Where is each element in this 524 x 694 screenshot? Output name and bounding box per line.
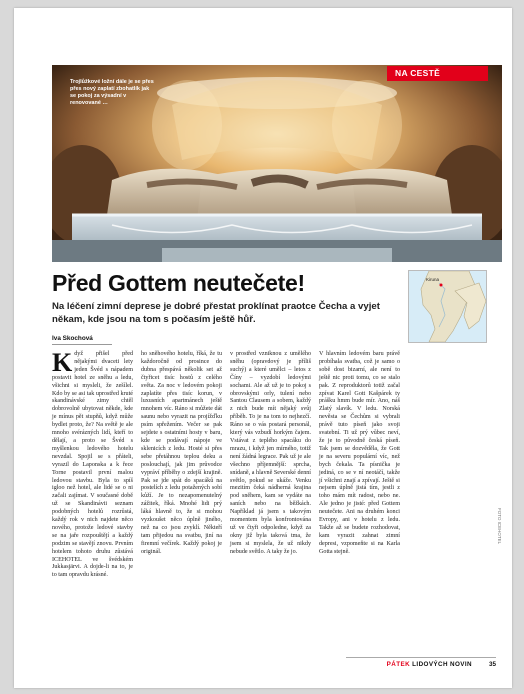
- text-column-3: [230, 351, 311, 557]
- text-column-1: [52, 348, 133, 580]
- publication-name-red: PÁTEK: [386, 661, 411, 668]
- photo-credit: FOTO ICEHOTEL: [497, 508, 502, 545]
- section-tag: NA CESTĚ: [387, 66, 488, 81]
- publication-name-rest: LIDOVÝCH NOVIN: [412, 661, 472, 668]
- article-headline: Před Gottem neutečete!: [52, 270, 305, 296]
- author-divider: [52, 344, 112, 345]
- publication-name: [387, 661, 472, 668]
- photo-caption: Trojlůžkové ložní dále je se přes přes nový zaplatí zbohatlík jak se pokoj za výsadní v renovované …: [70, 79, 154, 106]
- map-graphic: [409, 271, 486, 342]
- column-text: V hlavním ledovém baru právě probíhala svatba, což je samo o sobě dost bizarní, ale není to ještě nic proti tomu, co se stalo pak. Z reproduktorů totiž začal zpívat Karel Gott Kašpárek ty prášku hmm bude mír. Ano, náš Zlatý slavík. V ledu. Norská nevěsta se Čechům si vybrali právě tuto píseň jako svoji svatební. Ti už prý vůbec neví, že je to původně česká píseň. Tak jsem se dozvěděla, že Gott je na severu populární víc, než bych čekala. Ta písnička je jediná, co se v ní neotáčí, takže jí všichni znají a zpívají. Ještě si nejsem úplně jistá tím, jestli z toho mám mít radost, nebo ne. Ale jedno je jisté: před Gottem neutečete. Ani na druhém konci Evropy, ani v hotelu z ledu. Takže až se budete rozhodovat, kam vyrazit zahnat zimní depresi, vzpomeňte si na Karla Gotta stejně.: [319, 351, 400, 555]
- column-text: ho sněhového hotelu, říká, že tu každoročně od prosince do dubna přespává několik set až čtyřicet tisíc hostů z celého světa. Za noc v ledovém pokoji zaplatíte přes tisíc korun, v luxusních apartmánech ještě mnohem víc. Ráno si můžete dát saunu nebo vyrazit na projížďku psím spřežením. Večer se pak sejdete s ostatními hosty v baru, kde se podávají nápoje ve sklenicích z ledu. Hosté si přes sebe přetáhnou teplou deku a poslouchají, jak jim průvodce vypráví příběhy o zdejší krajině. Pak se jde spát do spacáků na postelích z ledu potažených sobí kůží. Je to nezapomenutelný zážitek, říká. Mnohé lidi prý láká hlavně to, že si mohou vyzkoušet něco úplně jiného, než na co jsou zvyklí. Někteří tam přijedou na svatbu, jiní na firemní večírek. Každý pokoj je originál.: [141, 351, 222, 555]
- text-column-2: [141, 351, 222, 557]
- column-text: v prostřed vzniknou z umělého sněhu (opravdový je příliš suchý) a které umělci – letos z Číny – vyzdobí ledovými sochami. Ale až už je to pokoj s obrovskými orly, tulení nebo Santou Clausem a sobem, každý z nich bude mít nějaký svůj příběh. To je na tom to nejhezčí. Ráno se o vás postará personál, který vás vzbudí horkým čajem. Vstávat z teplého spacáku do mrazu, i když jen mírného, totiž není žádná legrace. Pak už je ale všechno příjemnější: sprcha, snídaně, a hlavně Severské denní světlo, pokud se ukáže. Venku mezitím čeká nádherná krajina pod sněhem, kam se vydáte na saních nebo na běžkách. Například já jsem s takovým momentem byla konfrontována už ve čtyři odpoledne, když za okny již byla taková tma, že jsem si myslela, že už nikdy nebude světlo. A taky že jo.: [230, 351, 311, 555]
- article-author: Iva Skochová: [52, 335, 93, 342]
- magazine-page: [14, 8, 512, 688]
- ice-hotel-photo: [52, 65, 502, 262]
- drop-cap: K: [52, 348, 73, 377]
- text-column-4: [319, 351, 400, 557]
- column-text: dyž přišel před nějakými dvaceti lety jeden Švéd s nápadem postavit hotel ze sněhu a ledu, všichni si mysleli, že zešílel. Kdo by se asi tak uprostřed kruté skandinávské zimy chtěl dobrovolně ubytovat někde, kde je mínus pět stupňů, když může bydlet proto, že? Na světě je ale mnoho svérázných lidí, kteří to dělají, a proto se Švéd s myšlenkou ledového hotelu nevzdal. Spojil se s přáteli, vyrazil do Laponska a k řece Torne postavil první malou ledovou stavbu. Byla to spíš igloo než hotel, ale lidé se o ni začali zajímat. V současné době už se Skandinávii seznam podobných hotelů rozrůstá, každý rok v nich najdete něco nového, protože ledové stavby se na jaře rozpouštějí a každý podzim se stavějí znovu. Prvním hotelem tohoto druhu zůstává ICEHOTEL ve švédském Jukkasjärvi. A dojde-li na to, je to tam opravdu krásné.: [52, 351, 133, 579]
- page-footer: [346, 661, 496, 671]
- map-city-label: Kiruna: [426, 277, 440, 282]
- footer-divider: [346, 657, 496, 658]
- scandinavia-map: [408, 270, 487, 343]
- page-number: 35: [488, 661, 496, 668]
- article-lead: Na léčení zimní deprese je dobré přestat proklínat praotce Čecha a vyjet někam, kde jsou na tom s počasím ještě hůř.: [52, 301, 380, 325]
